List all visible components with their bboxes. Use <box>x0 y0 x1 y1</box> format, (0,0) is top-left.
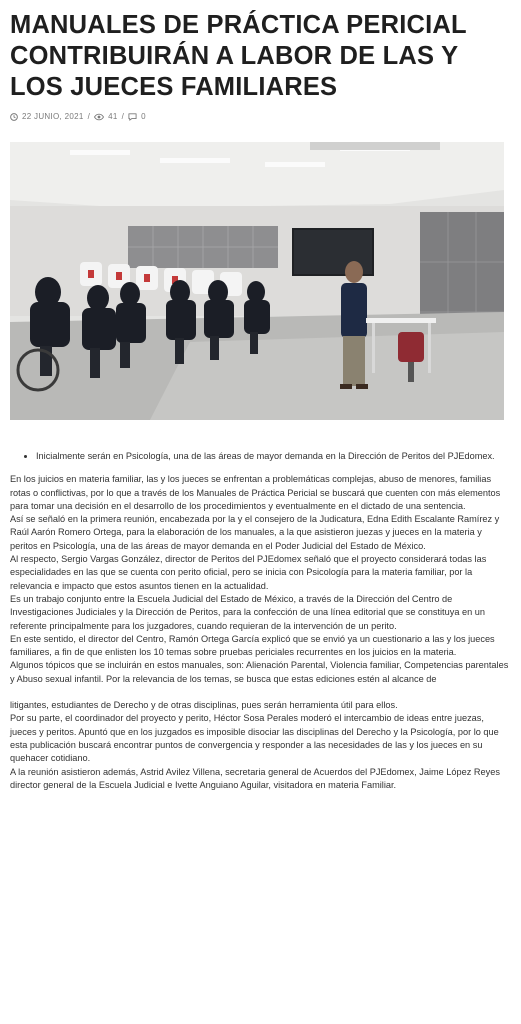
comment-count[interactable]: 0 <box>141 112 146 121</box>
meta-divider: / <box>87 112 91 121</box>
paragraph: A la reunión asistieron además, Astrid Avilez Villena, secretaria general de Acuerdos del PJEdomex, Jaime López Reyes director general de la Escuela Judicial e Ivette Anguiano Aguilar, visitadora en materia Familiar. <box>10 766 500 790</box>
paragraph: Es un trabajo conjunto entre la Escuela Judicial del Estado de México, a través de la Dirección del Centro de Investigaciones Judiciales y la Dirección de Peritos, para la confección de una línea editorial que se constituya en un referente principalmente para los juzgadores, cuando requieran de la intervención de un perito. <box>10 593 485 631</box>
meta-divider: / <box>121 112 125 121</box>
paragraph: En los juicios en materia familiar, las y los jueces se enfrentan a problemáticas complejas, abuso de menores, familias rotas o conflictivas, por lo que a través de los Manuales de Práctica Pericial se buscará que cuenten con más elementos para tomar una decisión en el desarrollo de los procedimientos y eventualmente en el dictado de una sentencia. <box>10 474 501 511</box>
paragraph: Algunos tópicos que se incluirán en estos manuales, son: Alienación Parental, Violencia familiar, Competencias parentales y Abuso sexual infantil. Por la relevancia de los temas, se busca que estas ediciones estén al alcance de <box>10 660 509 684</box>
eye-icon <box>94 113 104 121</box>
clock-icon <box>10 113 18 121</box>
paragraph: Así se señaló en la primera reunión, encabezada por la y el consejero de la Judicatura, Edna Edith Escalante Ramírez y Raúl Aarón Romero Ortega, para la elaboración de los manuales, a la que asistieron juezas y jueces en la materia y peritos en Psicología, una de las áreas de mayor demanda en el Poder Judicial del Estado de México. <box>10 514 500 551</box>
article-title: MANUALES DE PRÁCTICA PERICIAL CONTRIBUIRÁN A LABOR DE LAS Y LOS JUECES FAMILIARES <box>10 11 467 101</box>
article-meta <box>10 112 146 121</box>
paragraph: En este sentido, el director del Centro, Ramón Ortega García explicó que se envió ya un cuestionario a las y los jueces familiares, a fin de que enlisten los 10 temas sobre pruebas periciales recurrentes en los juicios en la materia. <box>10 633 495 658</box>
summary-bullet: • Inicialmente serán en Psicología, una de las áreas de mayor demanda en la Dirección de Peritos del PJEdomex. <box>36 450 510 463</box>
article-body <box>10 450 510 792</box>
summary-list <box>10 450 510 463</box>
publish-date: 22 JUNIO, 2021 <box>22 112 84 121</box>
paragraph: Por su parte, el coordinador del proyecto y perito, Héctor Sosa Perales moderó el intercambio de ideas entre juezas, jueces y peritos. Apuntó que en los juzgados es imposible disociar las disciplinas del Derecho y la Psicología, por lo que esta publicación buscará encontrar puntos de convergencia y responder a las necesidades de las y los jueces en su quehacer cotidiano. <box>10 713 499 764</box>
paragraph: Al respecto, Sergio Vargas González, director de Peritos del PJEdomex señaló que el proyecto considerará todas las especialidades en las que se cuenta con perito oficial, pero se inicia con Psicología para la materia familiar, por la relevancia e impacto que estos asuntos tienen en la actualidad. <box>10 554 487 591</box>
meeting-room-illustration <box>10 142 504 420</box>
comment-icon[interactable] <box>128 113 137 121</box>
article-photo <box>10 142 504 420</box>
paragraph: litigantes, estudiantes de Derecho y de otras disciplinas, pues serán herramienta útil para ellos. <box>10 700 398 711</box>
view-count: 41 <box>108 112 118 121</box>
paragraph-gap <box>10 686 510 699</box>
